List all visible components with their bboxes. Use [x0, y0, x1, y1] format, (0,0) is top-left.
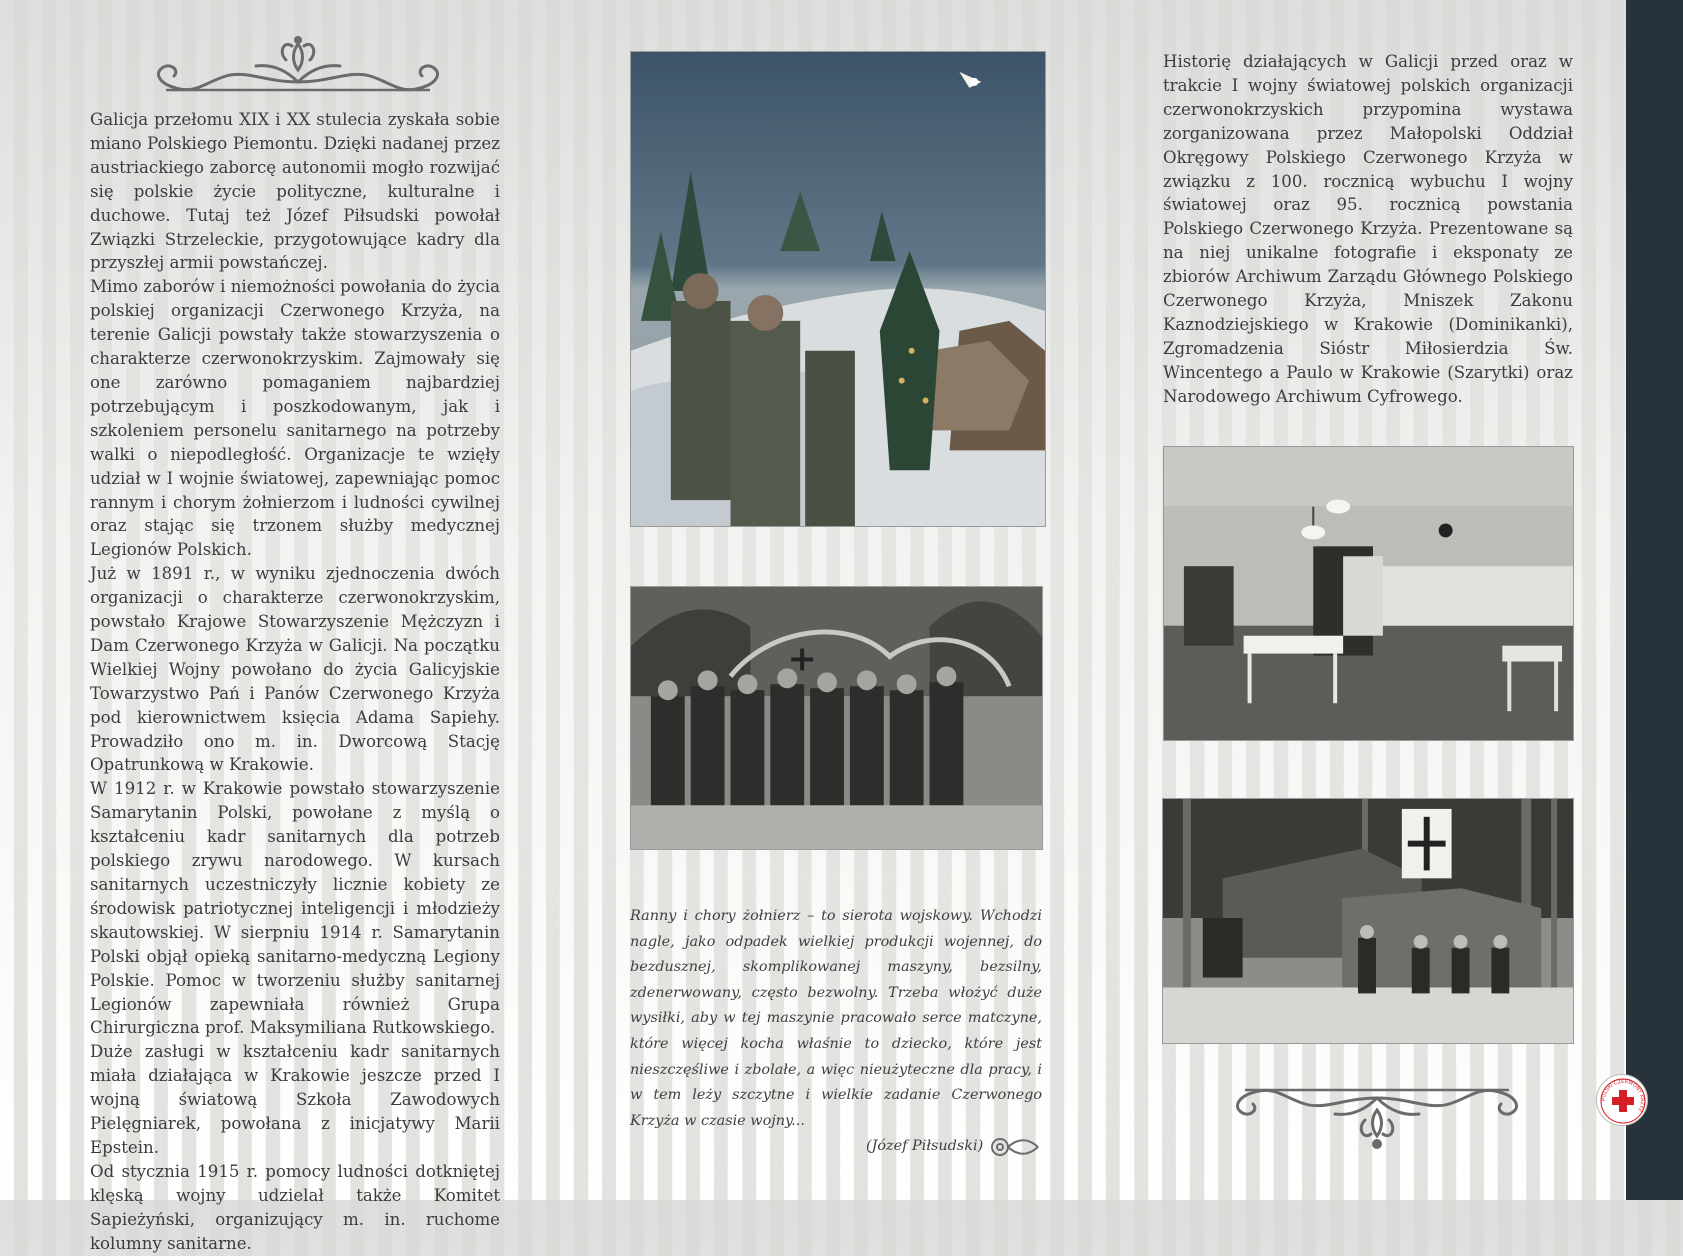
right-paragraph: Historię działających w Galicji przed oraz w trakcie I wojny światowej polskich organizacji czerwonokrzyskich przypomina wystawa zorganizowana przez Małopolski Oddział Okręgowy Polskiego Czerwonego Krzyża w związku z 100. rocznicą wybuchu I wojny światowej oraz 95. rocznicą powstania Polskiego Czerwonego Krzyża. Prezentowane są na niej unikalne fotografie i eksponaty ze zbiorów Archiwum Zarządu Głównego Polskiego Czerwonego Krzyża, Mniszek Zakonu Kaznodziejskiego w Krakowie (Dominikanki), Zgromadzenia Sióstr Miłosierdzia Św. Wincentego a Paulo w Krakowie (Szarytki) oraz Narodowego Archiwum Cyfrowego.	[1163, 52, 1573, 406]
pilsudski-quote: Ranny i chory żołnierz – to sierota wojskowy. Wchodzi nagle, jako odpadek wielkiej produkcji wojennej, do bezdusznej, skomplikowanej maszyny, bezsilny, zdenerwowany, często bezwolny. Trzeba włożyć duże wysiłki, aby w tej maszynie pracowało serce matczyne, które więcej kocha właśnie to dziecko, które jest nieszczęśliwe i zbolałe, a więc nieużyteczne dla pracy, i w tem leży szczytne i wielkie zadanie Czerwonego Krzyża w czasie wojny...	[630, 908, 1042, 1129]
photo-operating-room	[1163, 446, 1574, 741]
right-text-column	[1163, 50, 1573, 409]
left-paragraph-3: Już w 1891 r., w wyniku zjednoczenia dwóch organizacji o charakterze czerwonokrzyskim, powstało Krajowe Stowarzyszenie Mężczyzn i Dam Czerwonego Krzyża w Galicji. Na początku Wielkiej Wojny powołano do życia Galicyjskie Towarzystwo Pań i Panów Czerwonego Krzyża pod kierownictwem księcia Adama Sapiehy. Prowadziło ono m. in. Dworcową Stację Opatrunkową w Krakowie.	[90, 564, 500, 775]
ornament-bottom-right	[1225, 1078, 1529, 1156]
quote-author: (Józef Piłsudski)	[866, 1138, 984, 1154]
right-edge-bar	[1626, 0, 1683, 1200]
photo-field-hospital	[1162, 798, 1574, 1044]
left-paragraph-5: Duże zasługi w kształceniu kadr sanitarnych miała działająca w Krakowie jeszcze przed I wojną światową Szkoła Zawodowych Pielęgniarek, powołana z inicjatywy Marii Epstein.	[90, 1042, 500, 1157]
left-paragraph-6: Od stycznia 1915 r. pomocy ludności dotkniętej klęską wojny udzielał także Komitet Sapieżyński, organizujący m. in. ruchome kolumny sanitarne.	[90, 1161, 500, 1253]
left-text-column	[90, 108, 500, 1256]
ornament-top-left	[146, 30, 450, 100]
left-paragraph-1: Galicja przełomu XIX i XX stulecia zyskała sobie miano Polskiego Piemontu. Dzięki nadanej przez austriackiego zaborcę autonomii mogło rozwijać się polskie życie polityczne, kulturalne i duchowe. Tutaj też Józef Piłsudski powołał Związki Strzeleckie, przygotowujące kadry dla przyszłej armii powstańczej.	[90, 110, 500, 273]
left-paragraph-2: Mimo zaborów i niemożności powołania do życia polskiej organizacji Czerwonego Krzyża, na terenie Galicji powstały także stowarzyszenia o charakterze czerwonokrzyskim. Zajmowały się one zarówno pomaganiem najbardziej potrzebującym i poszkodowanym, jak i szkoleniem personelu sanitarnego na potrzeby walki o niepodległość. Organizacje te wzięły udział w I wojnie światowej, zapewniając pomoc rannym i chorym żołnierzom i ludności cywilnej oraz stając się trzonem służby medycznej Legionów Polskich.	[90, 277, 500, 560]
logo-ring-text: POLSKI CZERWONY KRZYŻ	[1600, 1078, 1646, 1113]
flourish-icon	[1225, 1078, 1529, 1156]
flourish-small	[988, 1134, 1040, 1164]
left-paragraph-4: W 1912 r. w Krakowie powstało stowarzyszenie Samarytanin Polski, powołane z myślą o kształceniu kadr sanitarnych dla potrzeb polskiego zrywu narodowego. W kursach sanitarnych uczestniczyły licznie kobiety ze środowisk patriotycznej inteligencji i młodzieży skautowskiej. W sierpniu 1914 r. Samarytanin Polski objął opieką sanitarno-medyczną Legiony Polskie. Pomoc w tworzeniu służby sanitarnej Legionów zapewniała również Grupa Chirurgiczna prof. Maksymiliana Rutkowskiego.	[90, 779, 500, 1038]
painting-soldiers-winter	[630, 51, 1046, 527]
swirl-icon	[988, 1134, 1040, 1160]
polish-red-cross-logo	[1596, 1074, 1648, 1126]
flourish-icon	[146, 30, 450, 100]
photo-legionnaires-group	[630, 586, 1043, 850]
